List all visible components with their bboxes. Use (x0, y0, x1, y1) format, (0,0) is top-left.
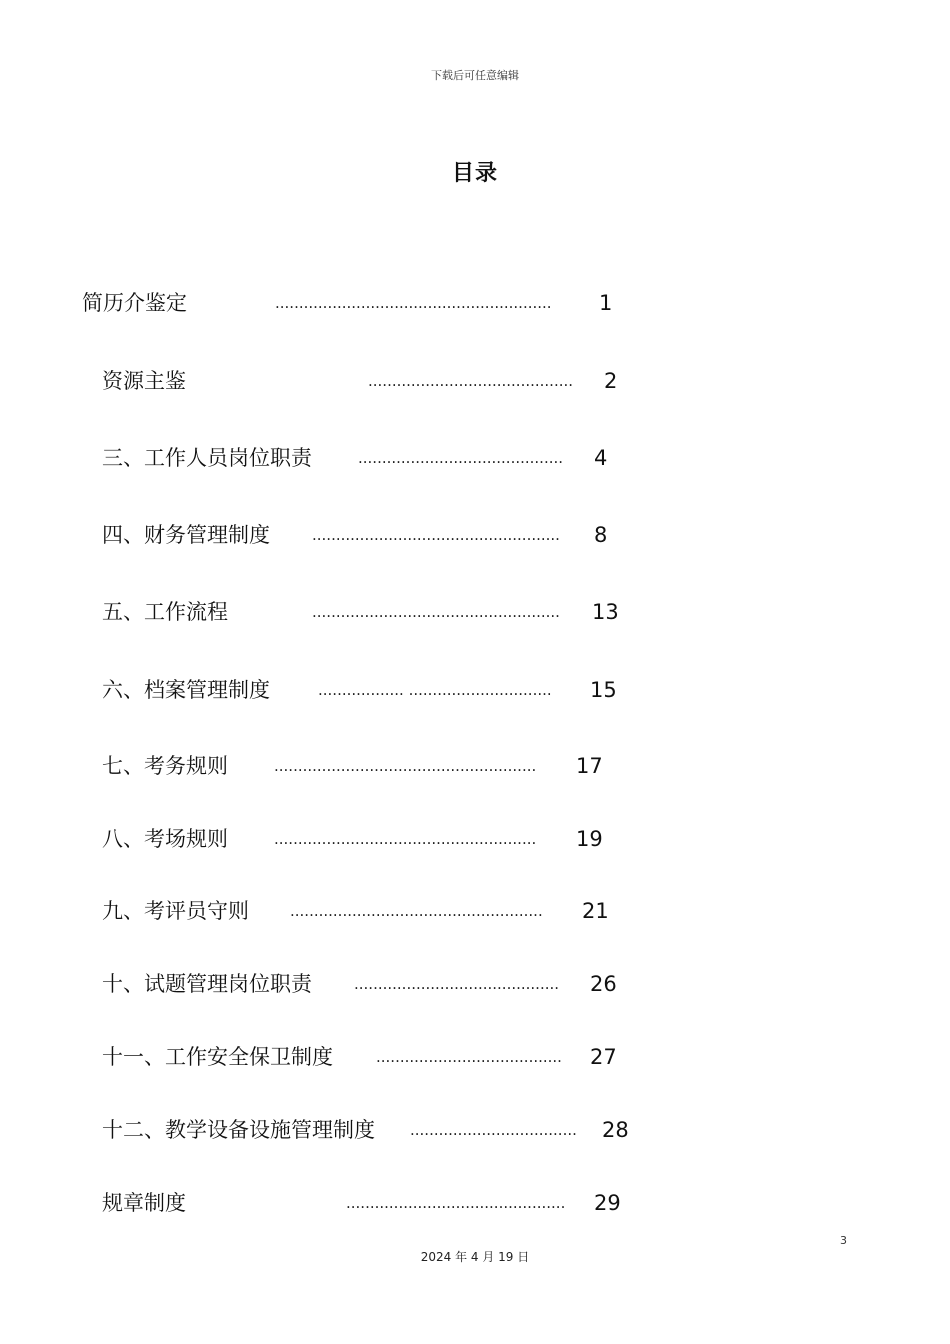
toc-item-5[interactable] (102, 597, 642, 627)
toc-page-number: 8 (594, 523, 608, 547)
toc-leader: ........................................... (368, 372, 574, 390)
toc-page-number: 19 (576, 827, 603, 851)
page-number: 3 (840, 1234, 847, 1247)
toc-leader: ........................................... (358, 449, 564, 467)
toc-item-1[interactable] (82, 288, 642, 318)
toc-item-3[interactable] (102, 443, 642, 473)
toc-leader: ....................................... (376, 1048, 562, 1066)
toc-page-number: 4 (594, 446, 608, 470)
toc-leader: ....................................................... (274, 830, 537, 848)
toc-page-number: 1 (599, 291, 613, 315)
toc-leader: .................................................... (312, 526, 560, 544)
toc-leader: .......................................................... (275, 294, 552, 312)
toc-page-number: 28 (602, 1118, 629, 1142)
toc-item-6[interactable] (102, 675, 642, 705)
toc-label: 规章制度 (102, 1191, 186, 1215)
toc-label: 十一、工作安全保卫制度 (102, 1045, 333, 1069)
toc-label: 十、试题管理岗位职责 (102, 972, 312, 996)
page-title: 目录 (451, 161, 498, 186)
toc-label: 简历介鉴定 (82, 291, 187, 315)
toc-label: 资源主鉴 (102, 369, 186, 393)
toc-item-13[interactable] (102, 1188, 642, 1218)
toc-item-10[interactable] (102, 969, 642, 999)
toc-leader: .................. .............................. (318, 681, 552, 699)
toc-page-number: 15 (590, 678, 617, 702)
toc-label: 十二、教学设备设施管理制度 (102, 1118, 375, 1142)
toc-leader: .................................................... (312, 603, 560, 621)
toc-page-number: 13 (592, 600, 619, 624)
toc-leader: ....................................................... (274, 757, 537, 775)
toc-item-11[interactable] (102, 1042, 642, 1072)
toc-item-9[interactable] (102, 896, 642, 926)
toc-item-7[interactable] (102, 751, 642, 781)
toc-leader: ........................................... (354, 975, 560, 993)
toc-page-number: 17 (576, 754, 603, 778)
toc-page-number: 21 (582, 899, 609, 923)
toc-leader: ................................... (410, 1121, 577, 1139)
toc-page-number: 26 (590, 972, 617, 996)
toc-item-8[interactable] (102, 824, 642, 854)
page-header: 下载后可任意编辑 (431, 69, 519, 82)
page-footer-date: 2024 年 4 月 19 日 (420, 1250, 530, 1264)
toc-label: 四、财务管理制度 (102, 523, 270, 547)
toc-page-number: 27 (590, 1045, 617, 1069)
toc-label: 三、工作人员岗位职责 (102, 446, 312, 470)
toc-label: 六、档案管理制度 (102, 678, 270, 702)
toc-page-number: 2 (604, 369, 618, 393)
toc-leader: .............................................. (346, 1194, 566, 1212)
toc-label: 五、工作流程 (102, 600, 228, 624)
toc-label: 八、考场规则 (102, 827, 228, 851)
toc-item-2[interactable] (102, 366, 642, 396)
toc-item-4[interactable] (102, 520, 642, 550)
toc-leader: ..................................................... (290, 902, 543, 920)
toc-label: 九、考评员守则 (102, 899, 249, 923)
toc-page-number: 29 (594, 1191, 621, 1215)
toc-item-12[interactable] (102, 1115, 642, 1145)
toc-label: 七、考务规则 (102, 754, 228, 778)
